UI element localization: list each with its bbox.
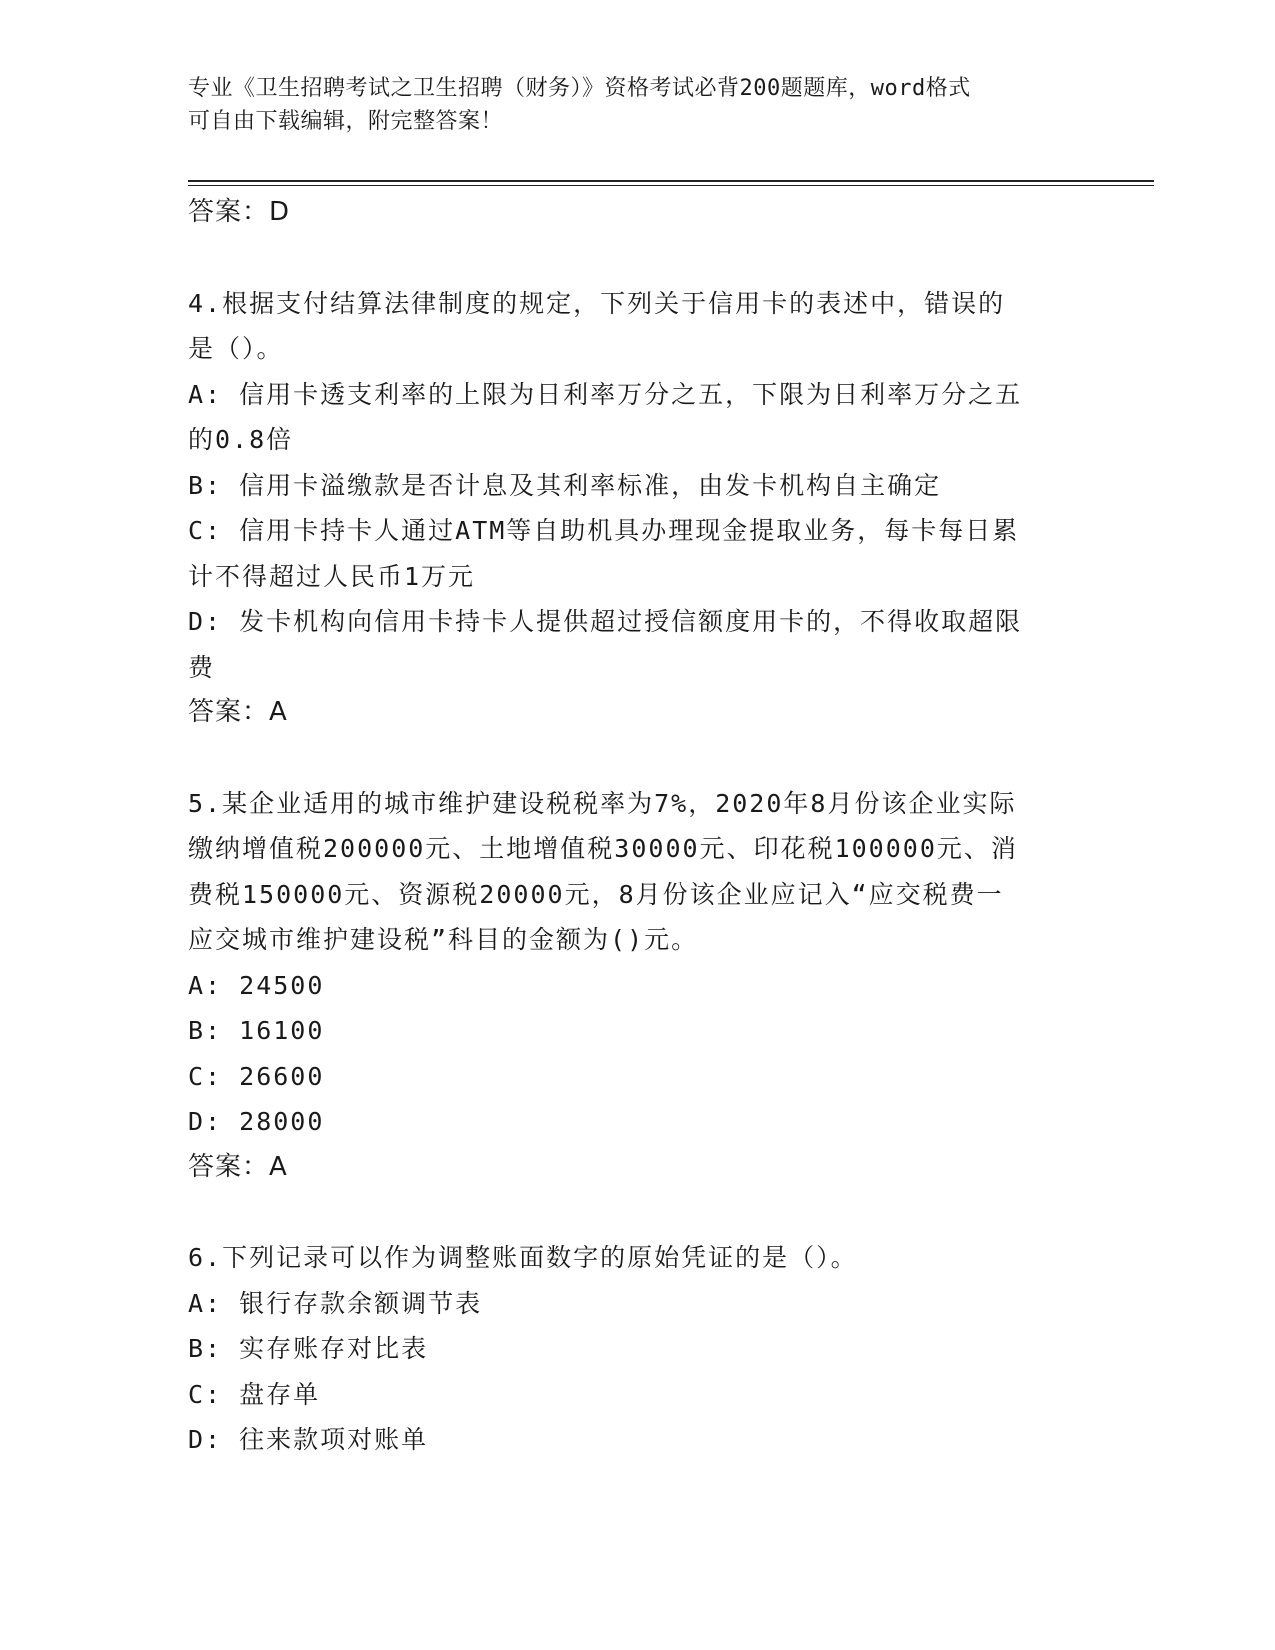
option-a: 的0.8倍 [188, 425, 294, 454]
question-stem: 是（）。 [188, 334, 284, 363]
header-divider-top [188, 180, 1154, 182]
header-line-2: 可自由下载编辑，附完整答案！ [188, 109, 504, 134]
option-c: C: 盘存单 [188, 1379, 321, 1409]
option-b: B: 实存账存对比表 [188, 1334, 429, 1363]
question-5 [188, 781, 1088, 1191]
option-d: D: 发卡机构向信用卡持卡人提供超过授信额度用卡的，不得收取超限 [188, 607, 1023, 636]
option-a: A: 信用卡透支利率的上限为日利率万分之五，下限为日利率万分之五 [188, 379, 1023, 409]
option-d: D: 往来款项对账单 [188, 1425, 429, 1454]
option-c: 计不得超过人民币1万元 [188, 561, 476, 591]
document-header [188, 72, 1068, 138]
option-c: C: 26600 [188, 1061, 325, 1091]
question-stem: 6.下列记录可以作为调整账面数字的原始凭证的是（）。 [188, 1243, 858, 1272]
spacer [188, 736, 1088, 781]
header-divider-bottom [188, 185, 1154, 186]
option-c: C: 信用卡持卡人通过ATM等自助机具办理现金提取业务，每卡每日累 [188, 516, 1020, 545]
question-stem: 应交城市维护建设税”科目的金额为()元。 [188, 925, 699, 954]
question-6 [188, 1235, 1088, 1463]
question-stem: 4.根据支付结算法律制度的规定，下列关于信用卡的表述中，错误的 [188, 288, 1006, 318]
answer-q4: 答案：A [188, 697, 288, 727]
option-a: A: 银行存款余额调节表 [188, 1288, 483, 1318]
option-b: B: 信用卡溢缴款是否计息及其利率标准，由发卡机构自主确定 [188, 470, 942, 500]
question-stem: 缴纳增值税200000元、土地增值税30000元、印花税100000元、消 [188, 834, 1018, 863]
question-content [188, 190, 1088, 1463]
question-4 [188, 281, 1088, 736]
option-b: B: 16100 [188, 1016, 325, 1045]
answer-q5: 答案：A [188, 1151, 288, 1182]
answer-q3: 答案：D [188, 197, 291, 227]
header-line-1: 专业《卫生招聘考试之卫生招聘（财务）》资格考试必背200题题库，word格式 [188, 76, 971, 101]
option-d: D: 28000 [188, 1107, 325, 1136]
question-stem: 费税150000元、资源税20000元，8月份该企业应记入“应交税费一 [188, 879, 1004, 909]
option-a: A: 24500 [188, 970, 325, 1000]
option-d: 费 [188, 652, 216, 682]
spacer [188, 236, 1088, 281]
question-stem: 5.某企业适用的城市维护建设税税率为7%，2020年8月份该企业实际 [188, 788, 1017, 818]
spacer [188, 1190, 1088, 1235]
